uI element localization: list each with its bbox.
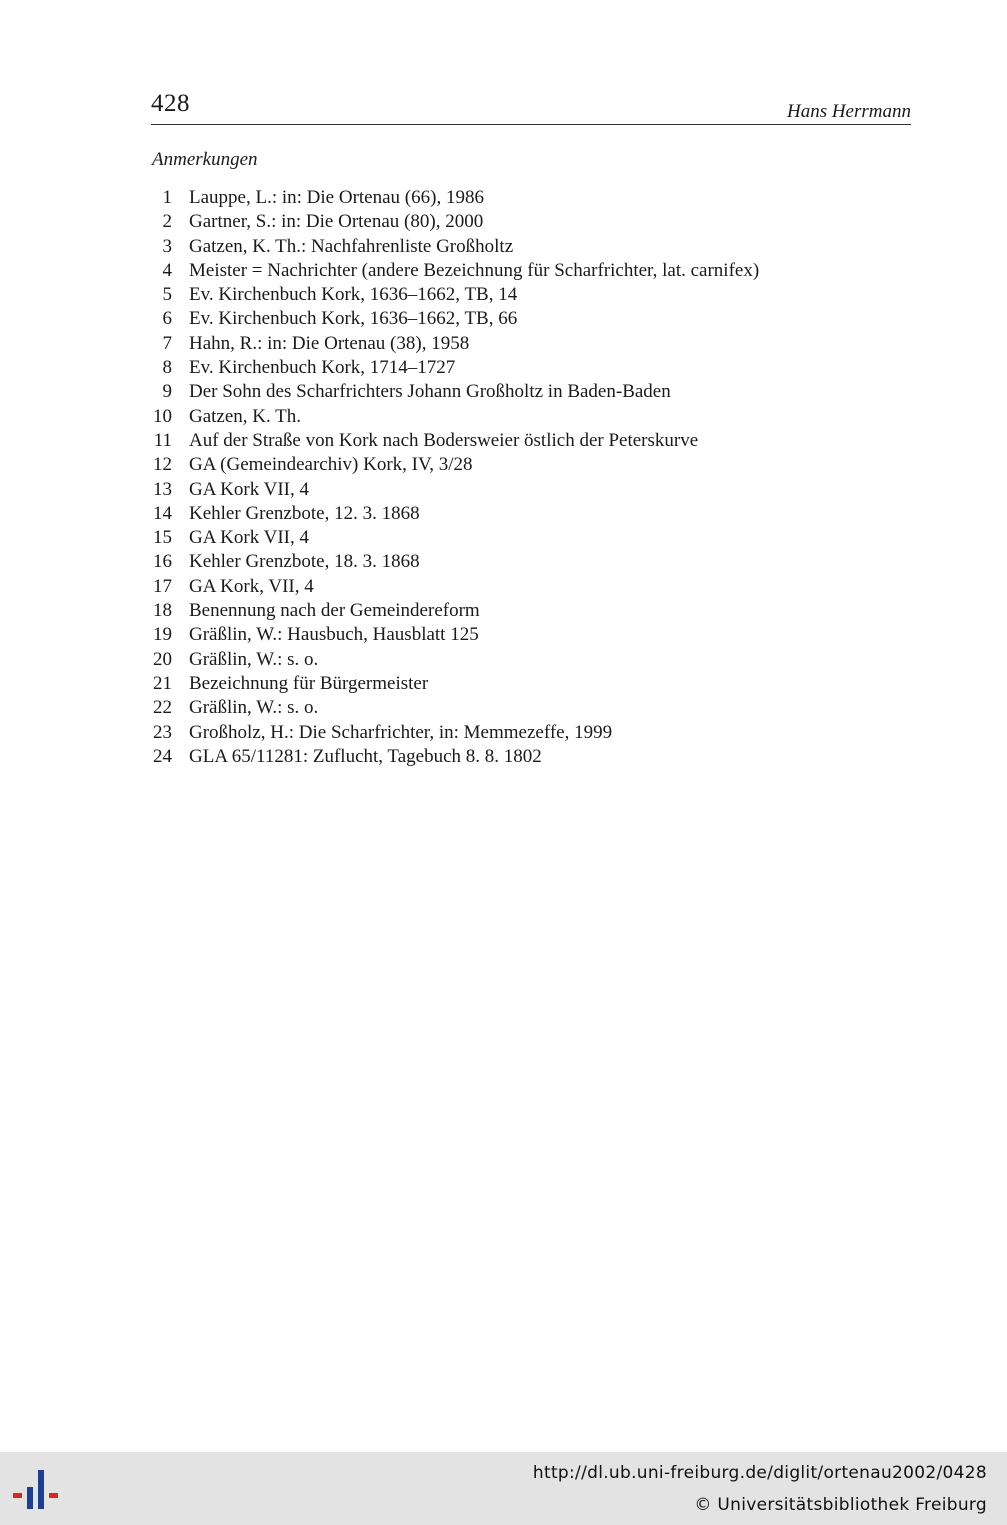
note-item bbox=[140, 672, 759, 696]
note-text: Gartner, S.: in: Die Ortenau (80), 2000 bbox=[189, 211, 484, 233]
note-number: 14 bbox=[153, 502, 172, 524]
copyright-text: © Universitätsbibliothek Freiburg bbox=[694, 1495, 987, 1515]
note-number: 10 bbox=[153, 405, 172, 427]
note-text: Ev. Kirchenbuch Kork, 1714–1727 bbox=[189, 357, 456, 379]
note-number: 13 bbox=[153, 478, 172, 500]
note-number: 4 bbox=[162, 259, 172, 281]
footer-bar bbox=[0, 1452, 1007, 1525]
note-number: 6 bbox=[162, 308, 172, 330]
note-number: 16 bbox=[153, 551, 172, 573]
note-item bbox=[140, 721, 759, 745]
note-item bbox=[140, 332, 759, 356]
note-text: GA (Gemeindearchiv) Kork, IV, 3/28 bbox=[189, 454, 473, 476]
library-logo-icon[interactable] bbox=[13, 1465, 63, 1515]
note-item bbox=[140, 307, 759, 331]
note-text: GA Kork VII, 4 bbox=[189, 527, 309, 549]
note-text: GA Kork VII, 4 bbox=[189, 478, 309, 500]
note-item bbox=[140, 599, 759, 623]
note-number: 11 bbox=[153, 429, 172, 451]
note-number: 24 bbox=[153, 745, 172, 767]
note-text: Lauppe, L.: in: Die Ortenau (66), 1986 bbox=[189, 187, 484, 208]
note-number: 15 bbox=[153, 527, 172, 549]
running-head: Hans Herrmann bbox=[786, 101, 911, 122]
note-text: Ev. Kirchenbuch Kork, 1636–1662, TB, 14 bbox=[189, 284, 518, 306]
note-item bbox=[140, 575, 759, 599]
note-text: Gatzen, K. Th.: Nachfahrenliste Großholtz bbox=[189, 235, 514, 257]
note-number: 8 bbox=[162, 357, 172, 379]
note-text: Der Sohn des Scharfrichters Johann Großholtz in Baden-Baden bbox=[189, 381, 671, 403]
note-item bbox=[140, 648, 759, 672]
note-text: Hahn, R.: in: Die Ortenau (38), 1958 bbox=[189, 332, 470, 354]
note-item bbox=[140, 745, 759, 769]
section-title: Anmerkungen bbox=[152, 149, 258, 170]
note-number: 19 bbox=[153, 624, 172, 646]
note-text: Kehler Grenzbote, 12. 3. 1868 bbox=[189, 502, 420, 524]
note-item bbox=[140, 453, 759, 477]
note-text: GLA 65/11281: Zuflucht, Tagebuch 8. 8. 1802 bbox=[189, 745, 542, 767]
note-item bbox=[140, 283, 759, 307]
note-item bbox=[140, 526, 759, 550]
note-item bbox=[140, 186, 759, 210]
note-text: Gräßlin, W.: s. o. bbox=[189, 697, 319, 719]
note-text: Ev. Kirchenbuch Kork, 1636–1662, TB, 66 bbox=[189, 308, 518, 330]
note-item bbox=[140, 259, 759, 283]
note-item bbox=[140, 502, 759, 526]
note-text: Gatzen, K. Th. bbox=[189, 405, 302, 427]
note-text: GA Kork, VII, 4 bbox=[189, 575, 314, 597]
note-number: 23 bbox=[153, 721, 172, 743]
note-item bbox=[140, 696, 759, 720]
note-text: Auf der Straße von Kork nach Bodersweier östlich der Peterskurve bbox=[189, 429, 699, 451]
note-item bbox=[140, 235, 759, 259]
note-number: 1 bbox=[162, 187, 172, 208]
note-text: Gräßlin, W.: s. o. bbox=[189, 648, 319, 670]
note-item bbox=[140, 550, 759, 574]
note-item bbox=[140, 429, 759, 453]
note-number: 2 bbox=[162, 211, 172, 233]
note-number: 22 bbox=[153, 697, 172, 719]
note-number: 7 bbox=[162, 332, 172, 354]
note-text: Bezeichnung für Bürgermeister bbox=[189, 672, 429, 694]
note-text: Benennung nach der Gemeindereform bbox=[189, 600, 480, 622]
note-item bbox=[140, 210, 759, 234]
note-number: 20 bbox=[153, 648, 172, 670]
note-item bbox=[140, 623, 759, 647]
header-rule bbox=[151, 124, 911, 125]
note-text: Großholz, H.: Die Scharfrichter, in: Memmezeffe, 1999 bbox=[189, 721, 613, 743]
note-item bbox=[140, 356, 759, 380]
note-text: Kehler Grenzbote, 18. 3. 1868 bbox=[189, 551, 420, 573]
note-number: 5 bbox=[162, 284, 172, 306]
note-item bbox=[140, 405, 759, 429]
notes-list bbox=[140, 186, 759, 769]
note-text: Gräßlin, W.: Hausbuch, Hausblatt 125 bbox=[189, 624, 479, 646]
note-number: 17 bbox=[153, 575, 172, 597]
page-number: 428 bbox=[151, 90, 190, 117]
note-number: 21 bbox=[153, 672, 172, 694]
note-number: 9 bbox=[162, 381, 172, 403]
note-item bbox=[140, 478, 759, 502]
note-number: 3 bbox=[162, 235, 172, 257]
source-url-link[interactable]: http://dl.ub.uni-freiburg.de/diglit/ortenau2002/0428 bbox=[532, 1463, 987, 1483]
note-number: 12 bbox=[153, 454, 172, 476]
note-number: 18 bbox=[153, 600, 172, 622]
note-item bbox=[140, 380, 759, 404]
note-text: Meister = Nachrichter (andere Bezeichnung für Scharfrichter, lat. carnifex) bbox=[189, 259, 760, 281]
